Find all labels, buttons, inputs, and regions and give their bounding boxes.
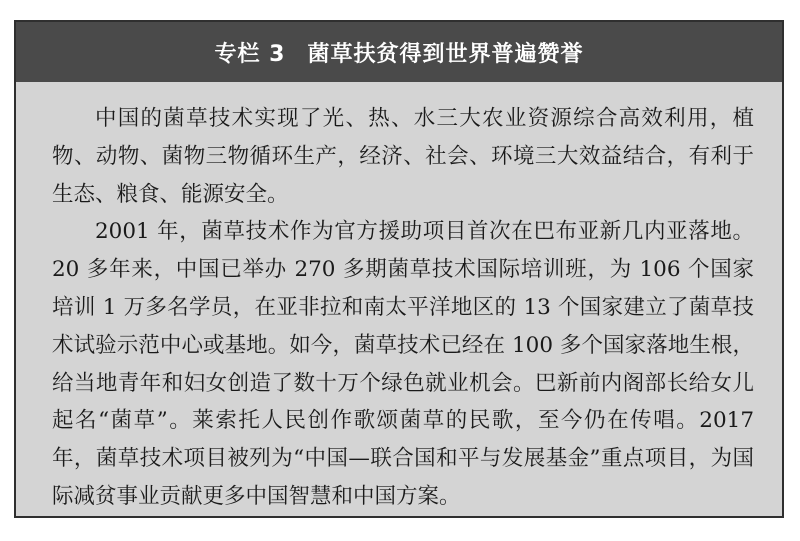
sidebar-box bbox=[14, 20, 784, 518]
box-body bbox=[52, 100, 754, 516]
box-label: 专栏 3 bbox=[214, 41, 286, 67]
paragraph-2: 2001 年，菌草技术作为官方援助项目首次在巴布亚新几内亚落地。20 多年来，中国已举办 270 多期菌草技术国际培训班，为 106 个国家培训 1 万多名学员，在亚非拉和南太平洋地区的 13 个国家建立了菌草技术试验示范中心或基地。如今，菌草技术已经在 100 多个国家落地生根，给当地青年和妇女创造了数十万个绿色就业机会。巴新前内阁部长给女儿起名“菌草”。莱索托人民创作歌颂菌草的民歌，至今仍在传唱。2017 年，菌草技术项目被列为“中国—联合国和平与发展基金”重点项目，为国际减贫事业贡献更多中国智慧和中国方案。 bbox=[52, 219, 754, 509]
paragraph-1: 中国的菌草技术实现了光、热、水三大农业资源综合高效利用，植物、动物、菌物三物循环生产，经济、社会、环境三大效益结合，有利于生态、粮食、能源安全。 bbox=[52, 106, 754, 207]
box-title-bar bbox=[16, 22, 782, 82]
box-title: 菌草扶贫得到世界普遍赞誉 bbox=[307, 41, 584, 67]
